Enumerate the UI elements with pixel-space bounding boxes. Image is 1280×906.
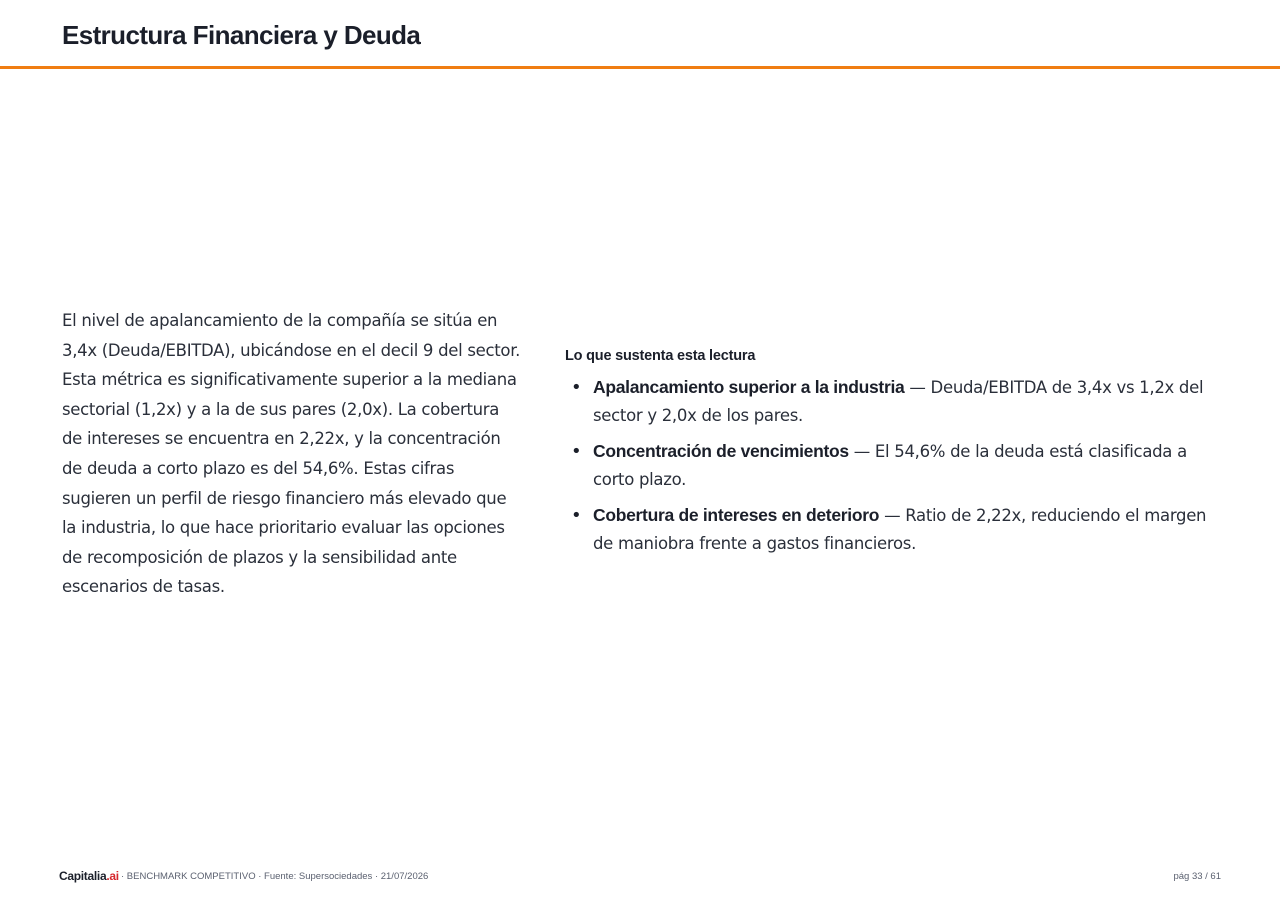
list-item	[565, 374, 1225, 429]
evidence-heading: Lo que sustenta esta lectura	[565, 348, 756, 364]
page-header	[0, 0, 1280, 69]
footer-source-note: · BENCHMARK COMPETITIVO · Fuente: Supersociedades · 21/07/2026	[121, 871, 429, 882]
brand-name: Capitalia	[59, 869, 107, 883]
evidence-column	[565, 348, 1225, 566]
page-footer	[59, 868, 1221, 888]
bullet-text: — Deuda/EBITDA de 3,4x vs 1,2x del sector y 2,0x de los pares.	[593, 378, 1204, 425]
summary-column	[62, 306, 522, 602]
page-number: pág 33 / 61	[1173, 871, 1221, 882]
bullet-icon: •	[571, 505, 582, 526]
bullet-icon: •	[571, 377, 582, 398]
page-title: Estructura Financiera y Deuda	[62, 20, 421, 50]
bullet-title: Concentración de vencimientos	[593, 441, 849, 461]
bullet-icon: •	[571, 441, 582, 462]
list-item	[565, 502, 1225, 557]
evidence-list	[565, 374, 1225, 557]
bullet-text: — El 54,6% de la deuda está clasificada a corto plazo.	[593, 442, 1187, 489]
bullet-text: — Ratio de 2,22x, reduciendo el margen de maniobra frente a gastos financieros.	[593, 506, 1207, 553]
brand-domain: .ai	[106, 869, 119, 883]
bullet-title: Apalancamiento superior a la industria	[593, 377, 905, 397]
summary-paragraph: El nivel de apalancamiento de la compañía se sitúa en 3,4x (Deuda/EBITDA), ubicándose en el decil 9 del sector. Esta métrica es significativamente superior a la mediana sectorial (1,2x) y a la de sus pares (2,0x). La cobertura de intereses se encuentra en 2,22x, y la concentración de deuda a corto plazo es del 54,6%. Estas cifras sugieren un perfil de riesgo financiero más elevado que la industria, lo que hace prioritario evaluar las opciones de recomposición de plazos y la sensibilidad ante escenarios de tasas.	[62, 311, 521, 597]
brand-logo	[59, 869, 119, 883]
bullet-title: Cobertura de intereses en deterioro	[593, 505, 880, 525]
list-item	[565, 438, 1225, 493]
